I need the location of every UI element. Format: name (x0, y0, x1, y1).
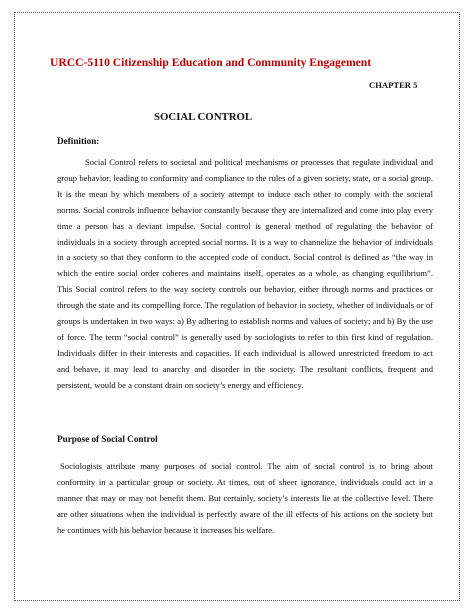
definition-heading: Definition: (57, 136, 100, 146)
purpose-heading: Purpose of Social Control (57, 434, 158, 444)
chapter-label: CHAPTER 5 (369, 80, 418, 90)
purpose-paragraph: Sociologists attribute many purposes of social control. The aim of social control is to bring about conformity in a particular group or society. At times, out of sheer ignorance, individuals could act in a manner that may or may not benefit them. But certainly, society’s interests lie at the collective level. There are other situations when the individual is perfectly aware of the ill effects of his actions on the society but he continues with his behavior because it increases his welfare. (57, 461, 433, 535)
definition-paragraph: Social Control refers to societal and political mechanisms or processes that regulate individual and group behavior, leading to conformity and compliance to the rules of a given society, state, or a social group. It is the mean by which members of a society attempt to induce each other to comply with the societal norms. Social controls influence behavior constantly because they are internalized and come into play every time a person has a deviant impulse. Social control is general method of regulating the behavior of individuals in a society through accepted social norms. It is a way to channelize the behavior of individuals in a society so that they conform to the accepted code of conduct. Social control is defined as “the way in which the entire social order coheres and maintains itself, operates as a whole, as changing equilibrium”. This Social control refers to the way society controls our behavior, either through norms and practices or through the state and its compelling force. The regulation of behavior in society, whether of individuals or of groups is undertaken in two ways: a) By adhering to establish norms and values of society; and b) By the use of force. The term “social control” is generally used by sociologists to refer to this first kind of regulation. Individuals differ in their interests and capacities. If each individual is allowed unrestricted freedom to act and behave, it may lead to anarchy and disorder in the society. The resultant conflicts, frequent and persistent, would be a constant drain on society’s energy and efficiency. (57, 157, 433, 390)
section-title: SOCIAL CONTROL (154, 111, 253, 123)
course-title: URCC-5110 Citizenship Education and Community Engagement (50, 56, 372, 69)
